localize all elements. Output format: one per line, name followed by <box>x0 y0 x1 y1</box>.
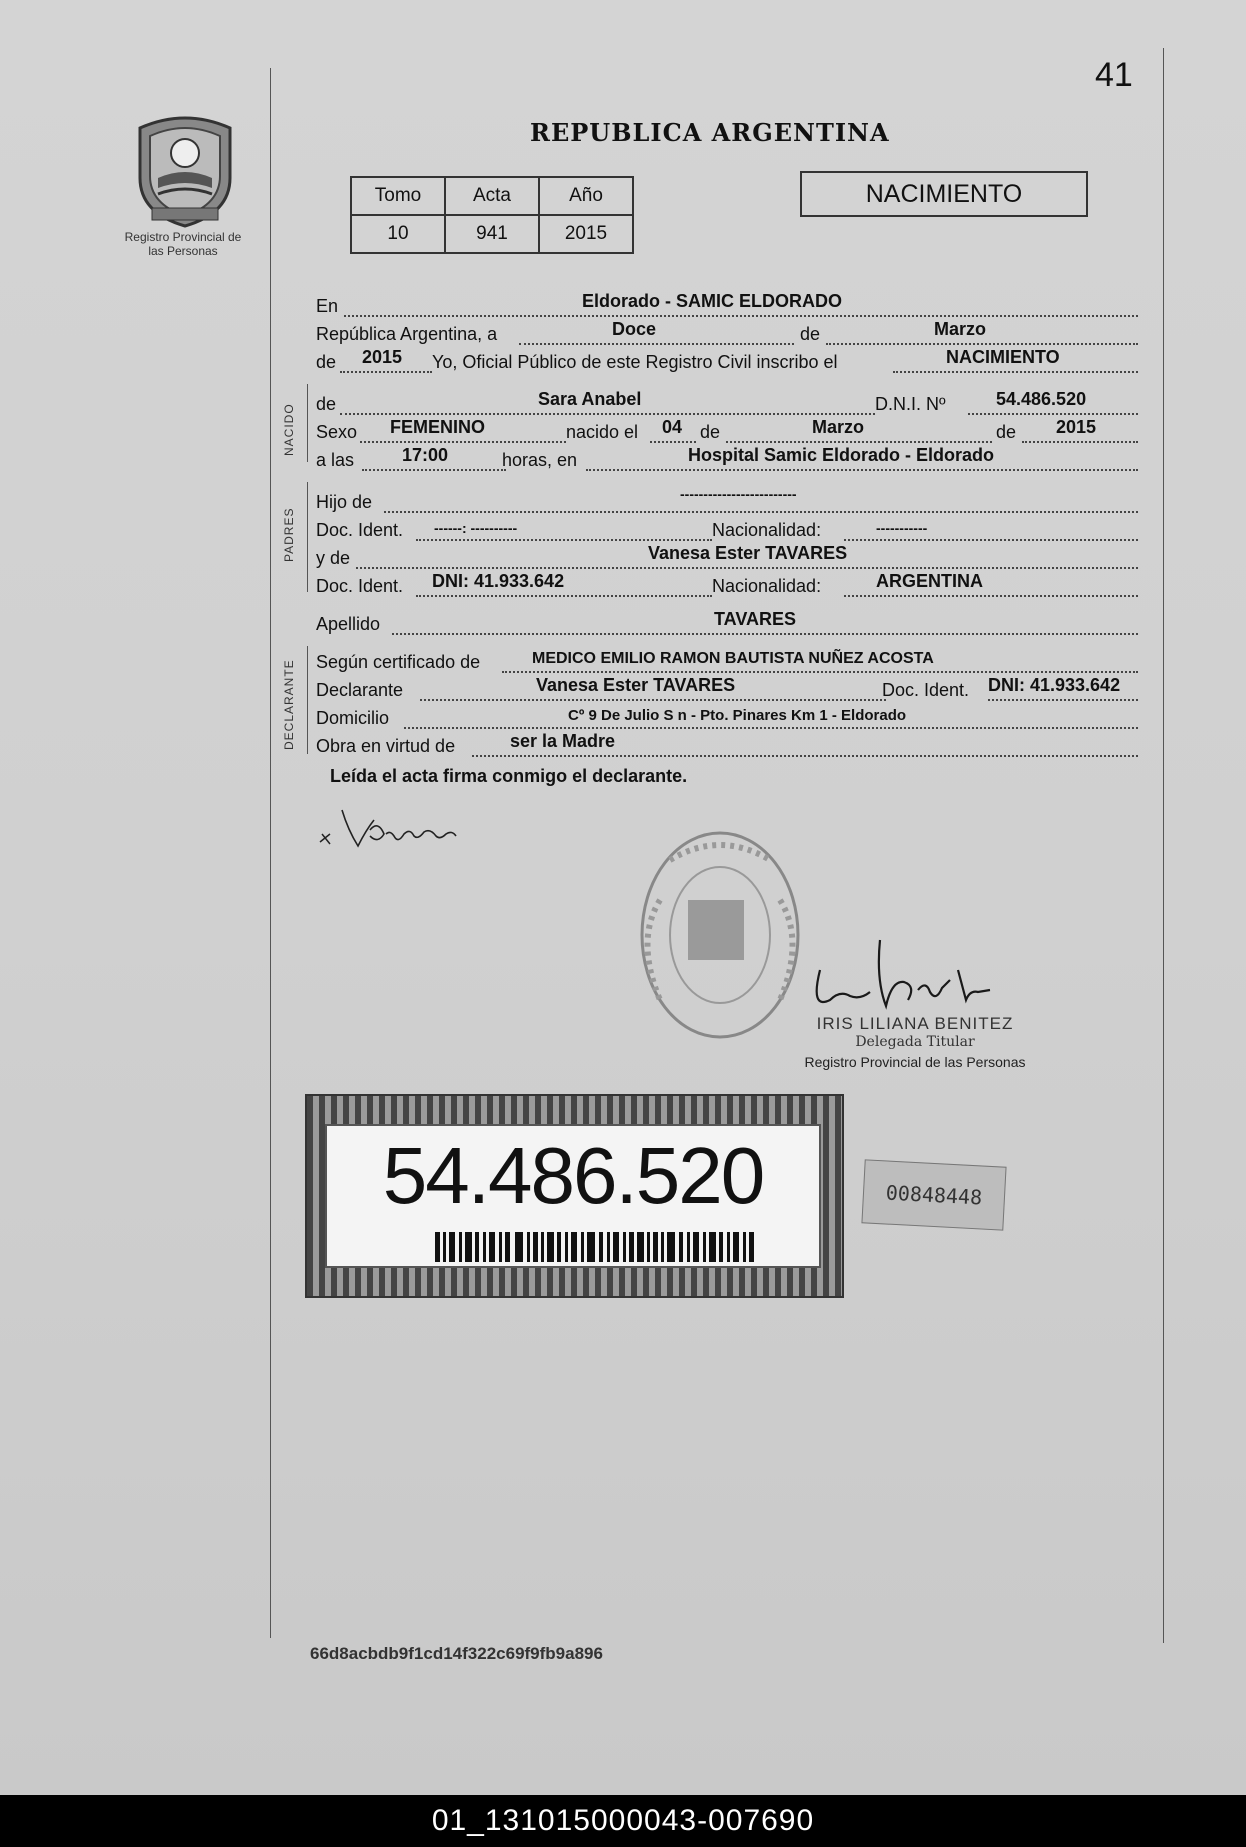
mother-nationality-value: ARGENTINA <box>876 571 983 591</box>
dni-label-inner <box>325 1124 821 1268</box>
capacity-value: ser la Madre <box>510 731 616 751</box>
label-en: En <box>316 296 339 316</box>
time-value: 17:00 <box>402 445 449 465</box>
registry-table <box>350 176 634 254</box>
label-nacionalidad-father: Nacionalidad: <box>712 520 822 540</box>
place-value: Eldorado - SAMIC ELDORADO <box>582 291 842 311</box>
birth-place-value: Hospital Samic Eldorado - Eldorado <box>688 445 995 465</box>
label-de-2: de <box>700 422 721 442</box>
label-hijo: Hijo de <box>316 492 373 512</box>
line-place <box>316 290 1138 320</box>
line-year <box>316 346 1138 376</box>
label-de-child: de <box>316 394 337 414</box>
value-acta: 941 <box>445 215 539 253</box>
right-margin-line <box>1163 48 1164 1643</box>
side-label-nacido: NACIDO <box>282 403 296 456</box>
official-office: Registro Provincial de las Personas <box>804 1054 1026 1070</box>
father-doc-value: ------: ---------- <box>434 520 518 536</box>
line-mother <box>316 542 1138 572</box>
line-declarante <box>316 674 1138 704</box>
dni-label-number: 54.486.520 <box>382 1131 764 1220</box>
label-dni: D.N.I. Nº <box>875 394 946 414</box>
child-dni-value: 54.486.520 <box>996 389 1087 409</box>
value-ano: 2015 <box>539 215 633 253</box>
line-domicilio <box>316 702 1138 732</box>
line-apellido <box>316 608 1138 638</box>
section-line-nacido <box>307 384 308 462</box>
serial-sticker: 00848448 <box>861 1159 1006 1230</box>
label-certificado: Según certificado de <box>316 652 481 672</box>
document-title: REPUBLICA ARGENTINA <box>530 118 890 147</box>
section-line-declarante <box>307 646 308 754</box>
label-nacido: nacido el <box>566 422 639 442</box>
child-name-value: Sara Anabel <box>538 389 642 409</box>
header-acta: Acta <box>445 177 539 215</box>
official-stamp-icon <box>630 820 810 1050</box>
sexo-value: FEMENINO <box>390 417 486 437</box>
line-father-doc <box>316 514 1138 544</box>
line-sex-birth <box>316 416 1138 446</box>
header-tomo: Tomo <box>351 177 445 215</box>
line-father <box>316 486 1138 516</box>
page-number: 41 <box>1095 56 1133 94</box>
value-tomo: 10 <box>351 215 445 253</box>
line-certificate <box>316 646 1138 676</box>
birth-year-value: 2015 <box>1056 417 1097 437</box>
label-doc-father: Doc. Ident. <box>316 520 404 540</box>
father-name-value: ------------------------- <box>680 486 797 502</box>
record-type-box: NACIMIENTO <box>800 171 1088 217</box>
birth-day-value: 04 <box>662 417 683 437</box>
line-date <box>316 318 1138 348</box>
act-value: NACIMIENTO <box>946 347 1060 367</box>
label-declarante: Declarante <box>316 680 404 700</box>
official-block <box>790 1014 1040 1070</box>
dni-label-sticker <box>305 1094 844 1298</box>
official-role: Delegada Titular <box>855 1034 975 1050</box>
label-a-las: a las <box>316 450 355 470</box>
label-doc-declarant: Doc. Ident. <box>882 680 970 700</box>
year-value: 2015 <box>362 347 403 367</box>
closing-statement: Leída el acta firma conmigo el declarante. <box>330 766 688 786</box>
province-crest-icon <box>130 108 240 228</box>
label-republica: República Argentina, a <box>316 324 498 344</box>
label-obra: Obra en virtud de <box>316 736 456 756</box>
line-mother-doc <box>316 570 1138 600</box>
declarant-signature <box>318 800 478 860</box>
declarant-doc-value: DNI: 41.933.642 <box>988 675 1121 695</box>
official-signature <box>800 930 1020 1020</box>
apellido-value: TAVARES <box>714 609 797 629</box>
line-child-name <box>316 388 1138 418</box>
father-nationality-value: ----------- <box>876 520 928 536</box>
label-apellido: Apellido <box>316 614 381 634</box>
certificate-value: MEDICO EMILIO RAMON BAUTISTA NUÑEZ ACOSTA <box>532 650 934 667</box>
barcode-icon <box>435 1232 755 1262</box>
crest-caption: Registro Provincial de las Personas <box>124 230 242 258</box>
official-name: IRIS LILIANA BENITEZ <box>816 1014 1014 1033</box>
label-doc-mother: Doc. Ident. <box>316 576 404 596</box>
label-de-year: de <box>316 352 337 372</box>
label-de: de <box>800 324 821 344</box>
label-domicilio: Domicilio <box>316 708 390 728</box>
statement-text: Yo, Oficial Público de este Registro Civil inscribo el <box>432 352 838 372</box>
birth-month-value: Marzo <box>812 417 865 437</box>
month-value: Marzo <box>934 319 987 339</box>
header-ano: Año <box>539 177 633 215</box>
label-de-3: de <box>996 422 1017 442</box>
label-y-de: y de <box>316 548 351 568</box>
label-nacionalidad-mother: Nacionalidad: <box>712 576 822 596</box>
section-line-padres <box>307 482 308 592</box>
address-value: Cº 9 De Julio S n - Pto. Pinares Km 1 - Eldorado <box>568 707 907 724</box>
day-value: Doce <box>612 319 657 339</box>
mother-doc-value: DNI: 41.933.642 <box>432 571 565 591</box>
line-time-place <box>316 444 1138 474</box>
document-hash: 66d8acbdb9f1cd14f322c69f9fb9a896 <box>310 1644 603 1663</box>
label-horas: horas, en <box>502 450 578 470</box>
side-label-padres: PADRES <box>282 507 296 562</box>
scan-footer-id: 01_131015000043-007690 <box>0 1795 1246 1847</box>
declarant-name-value: Vanesa Ester TAVARES <box>536 675 736 695</box>
left-margin-line <box>270 68 271 1638</box>
line-obra <box>316 730 1138 760</box>
mother-name-value: Vanesa Ester TAVARES <box>648 543 848 563</box>
label-sexo: Sexo <box>316 422 358 442</box>
side-label-declarante: DECLARANTE <box>282 659 296 750</box>
